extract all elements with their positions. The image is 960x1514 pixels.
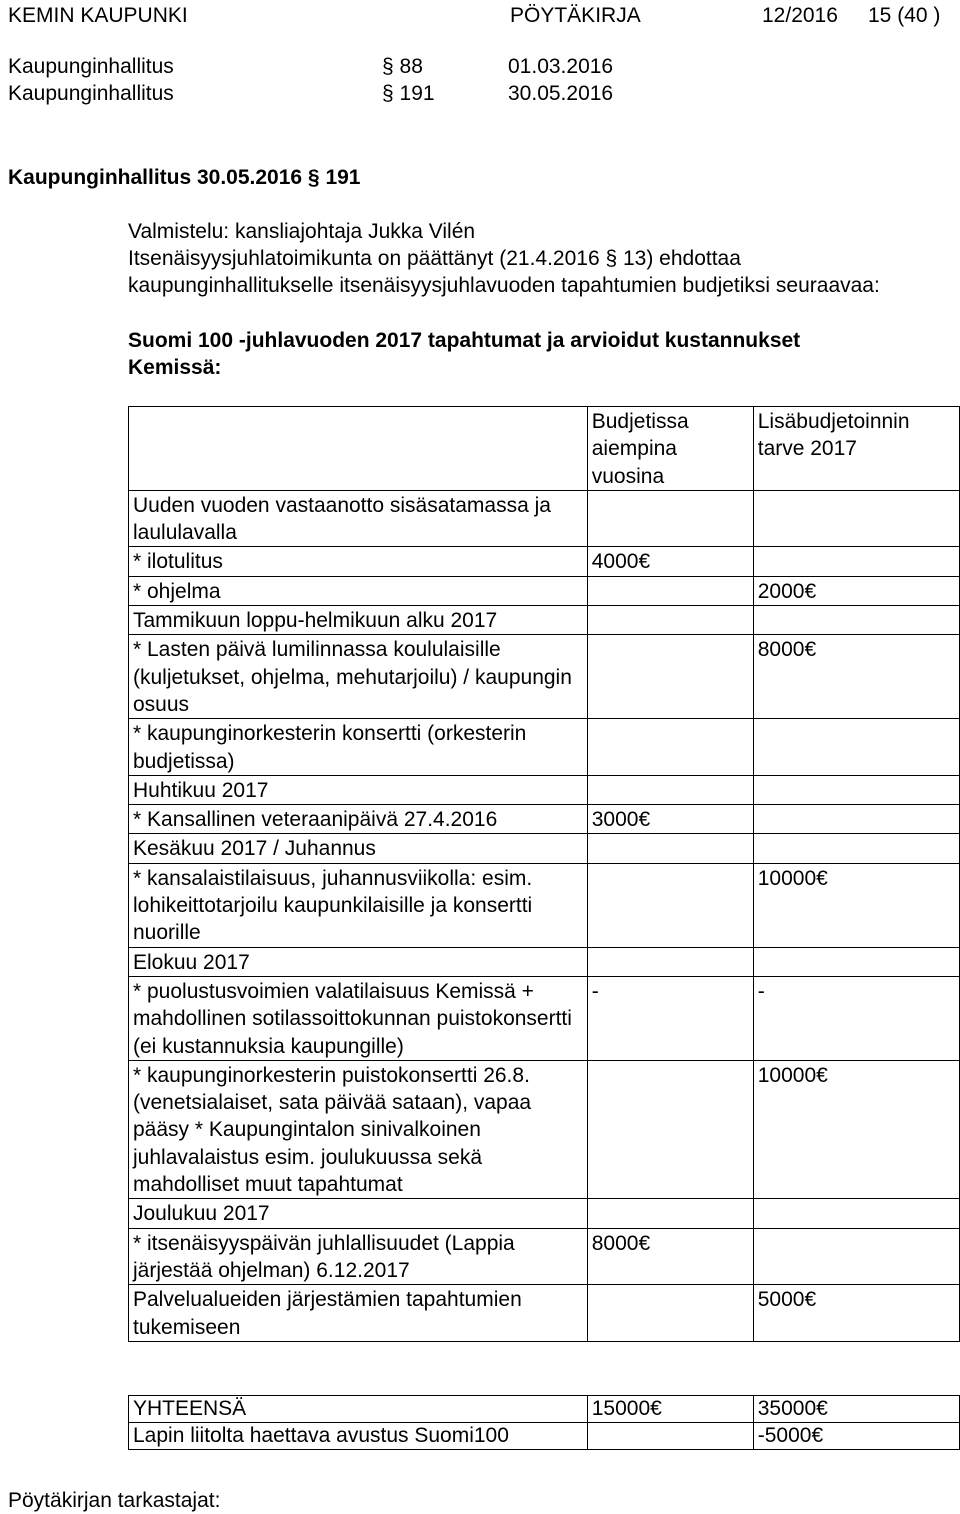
meeting-section-1: § 88 xyxy=(382,55,423,78)
totals-need-cell: 35000€ xyxy=(753,1396,959,1423)
event-cell: * kaupunginorkesterin konsertti (orkesterin budjetissa) xyxy=(129,719,588,776)
doc-type: PÖYTÄKIRJA xyxy=(510,4,641,27)
header-cell-event xyxy=(129,407,588,491)
table-row xyxy=(129,1228,960,1285)
table-row xyxy=(129,805,960,834)
extra-budget-cell xyxy=(753,547,959,576)
prev-budget-cell xyxy=(587,947,753,976)
event-cell: Elokuu 2017 xyxy=(129,947,588,976)
totals-prev-cell: 15000€ xyxy=(587,1396,753,1423)
prev-budget-cell xyxy=(587,775,753,804)
prev-budget-cell xyxy=(587,635,753,719)
event-cell: * kaupunginorkesterin puistokonsertti 26.8.(venetsialaiset, sata päivää sataan), vapaa pääsy * Kaupungintalon sinivalkoinen juhlavalaistus esim. joulukuussa sekä mahdolliset muut tapahtumat xyxy=(129,1060,588,1198)
table-row xyxy=(129,719,960,776)
meeting-date-1: 01.03.2016 xyxy=(508,55,614,78)
extra-budget-cell: 10000€ xyxy=(753,1060,959,1198)
intro-line-1: Itsenäisyysjuhlatoimikunta on päättänyt (21.4.2016 § 13) ehdottaa xyxy=(128,247,741,270)
extra-budget-cell: 2000€ xyxy=(753,576,959,605)
event-cell: Palvelualueiden järjestämien tapahtumien tukemiseen xyxy=(129,1285,588,1342)
totals-need-cell: -5000€ xyxy=(753,1423,959,1450)
extra-budget-cell: 10000€ xyxy=(753,863,959,947)
event-cell: * Kansallinen veteraanipäivä 27.4.2016 xyxy=(129,805,588,834)
table-row xyxy=(129,576,960,605)
table-row xyxy=(129,834,960,863)
prev-budget-cell xyxy=(587,1060,753,1198)
extra-budget-cell xyxy=(753,947,959,976)
org-name: KEMIN KAUPUNKI xyxy=(8,4,188,27)
event-cell: * ohjelma xyxy=(129,576,588,605)
event-cell: * itsenäisyyspäivän juhlallisuudet (Lappia järjestää ohjelman) 6.12.2017 xyxy=(129,1228,588,1285)
budget-table xyxy=(128,406,960,1342)
event-cell: * puolustusvoimien valatilaisuus Kemissä + mahdollinen sotilassoittokunnan puistokonsertti (ei kustannuksia kaupungille) xyxy=(129,976,588,1060)
prev-budget-cell: 3000€ xyxy=(587,805,753,834)
subheading-line-2: Kemissä: xyxy=(128,356,222,379)
table-header-row xyxy=(129,407,960,491)
event-cell: * Lasten päivä lumilinnassa koululaisille (kuljetukset, ohjelma, mehutarjoilu) / kaupungin osuus xyxy=(129,635,588,719)
table-row xyxy=(129,863,960,947)
extra-budget-cell xyxy=(753,719,959,776)
totals-table xyxy=(128,1395,960,1450)
meeting-section-2: § 191 xyxy=(382,82,435,105)
footer-reviewers: Pöytäkirjan tarkastajat: xyxy=(8,1489,221,1512)
extra-budget-cell xyxy=(753,1199,959,1228)
table-row xyxy=(129,606,960,635)
event-cell: * kansalaistilaisuus, juhannusviikolla: esim. lohikeittotarjoilu kaupunkilaisille ja konsertti nuorille xyxy=(129,863,588,947)
totals-row xyxy=(129,1423,960,1450)
extra-budget-cell xyxy=(753,1228,959,1285)
prev-budget-cell xyxy=(587,490,753,547)
extra-budget-cell xyxy=(753,775,959,804)
extra-budget-cell xyxy=(753,834,959,863)
header-cell-prev: Budjetissa aiempina vuosina xyxy=(587,407,753,491)
meeting-date-2: 30.05.2016 xyxy=(508,82,614,105)
preparer: Valmistelu: kansliajohtaja Jukka Vilén xyxy=(128,220,476,243)
extra-budget-cell xyxy=(753,490,959,547)
table-row xyxy=(129,775,960,804)
prev-budget-cell xyxy=(587,1199,753,1228)
table-row xyxy=(129,490,960,547)
doc-number: 12/2016 xyxy=(762,4,838,27)
totals-label-cell: Lapin liitolta haettava avustus Suomi100 xyxy=(129,1423,588,1450)
table-row xyxy=(129,1199,960,1228)
extra-budget-cell xyxy=(753,606,959,635)
meeting-body-2: Kaupunginhallitus xyxy=(8,82,174,105)
table-row xyxy=(129,976,960,1060)
table-row xyxy=(129,947,960,976)
prev-budget-cell: - xyxy=(587,976,753,1060)
extra-budget-cell: 8000€ xyxy=(753,635,959,719)
header-cell-need: Lisäbudjetoinnin tarve 2017 xyxy=(753,407,959,491)
section-heading: Kaupunginhallitus 30.05.2016 § 191 xyxy=(8,166,361,189)
event-cell: Uuden vuoden vastaanotto sisäsatamassa ja laululavalla xyxy=(129,490,588,547)
table-row xyxy=(129,1060,960,1198)
prev-budget-cell: 8000€ xyxy=(587,1228,753,1285)
totals-label-cell: YHTEENSÄ xyxy=(129,1396,588,1423)
prev-budget-cell: 4000€ xyxy=(587,547,753,576)
prev-budget-cell xyxy=(587,863,753,947)
extra-budget-cell xyxy=(753,805,959,834)
extra-budget-cell: - xyxy=(753,976,959,1060)
event-cell: * ilotulitus xyxy=(129,547,588,576)
subheading-line-1: Suomi 100 -juhlavuoden 2017 tapahtumat ja arvioidut kustannukset xyxy=(128,329,801,352)
extra-budget-cell: 5000€ xyxy=(753,1285,959,1342)
event-cell: Huhtikuu 2017 xyxy=(129,775,588,804)
event-cell: Tammikuun loppu-helmikuun alku 2017 xyxy=(129,606,588,635)
table-row xyxy=(129,1285,960,1342)
prev-budget-cell xyxy=(587,1285,753,1342)
event-cell: Joulukuu 2017 xyxy=(129,1199,588,1228)
event-cell: Kesäkuu 2017 / Juhannus xyxy=(129,834,588,863)
prev-budget-cell xyxy=(587,606,753,635)
prev-budget-cell xyxy=(587,576,753,605)
prev-budget-cell xyxy=(587,834,753,863)
table-row xyxy=(129,635,960,719)
page-number: 15 (40 ) xyxy=(868,4,941,27)
table-row xyxy=(129,547,960,576)
intro-line-2: kaupunginhallitukselle itsenäisyysjuhlavuoden tapahtumien budjetiksi seuraavaa: xyxy=(128,274,880,297)
totals-row xyxy=(129,1396,960,1423)
meeting-body-1: Kaupunginhallitus xyxy=(8,55,174,78)
totals-prev-cell xyxy=(587,1423,753,1450)
prev-budget-cell xyxy=(587,719,753,776)
